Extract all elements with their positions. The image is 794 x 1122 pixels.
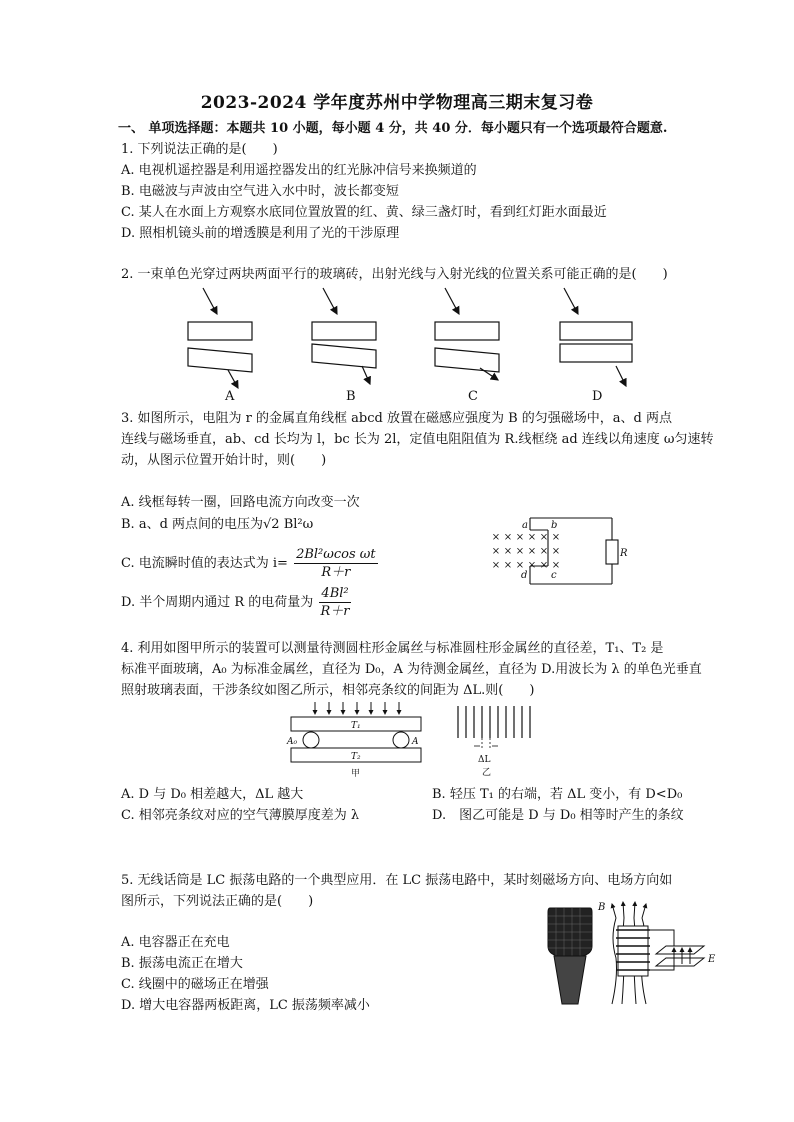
q3-field-cross: ×	[515, 546, 525, 557]
q2-option-c-diagram	[435, 288, 499, 380]
q3-field-cross: ×	[491, 546, 501, 557]
q5-label-b: B	[598, 902, 606, 913]
q4-figure-yi	[450, 704, 540, 780]
q3-label-a: a	[522, 520, 528, 531]
q3-label-d: d	[521, 570, 528, 581]
section-heading: 一、 单项选择题：本题共 10 小题，每小题 4 分，共 40 分．每小题只有一个选项最符合题意.	[118, 121, 668, 136]
q4-stem-line1: 4. 利用如图甲所示的装置可以测量待测圆柱形金属丝与标准圆柱形金属丝的直径差，T₁、T₂ 是	[121, 641, 664, 656]
q4-label-a0: A₀	[287, 737, 298, 747]
q3-field-cross: ×	[515, 532, 525, 543]
q3-option-c	[121, 546, 378, 581]
q3-option-c-denominator: R＋r	[321, 565, 351, 580]
q5-stem-line1: 5. 无线话筒是 LC 振荡电路的一个典型应用．在 LC 振荡电路中，某时刻磁场方向、电场方向如	[121, 873, 673, 888]
q1-stem: 1. 下列说法正确的是( )	[121, 142, 278, 157]
q4-stem-line2: 标准平面玻璃，A₀ 为标准金属丝，直径为 D₀，A 为待测金属丝，直径为 D.用波长为 λ 的单色光垂直	[121, 662, 702, 677]
q3-option-c-fraction	[294, 546, 378, 581]
q4-label-t1: T₁	[351, 721, 361, 731]
q2-option-d-diagram	[560, 288, 632, 386]
page-title: 2023-2024 学年度苏州中学物理高三期末复习卷	[200, 93, 594, 113]
q5-option-d: D. 增大电容器两板距离，LC 振荡频率减小	[121, 998, 370, 1013]
q4-stem-line3: 照射玻璃表面，干涉条纹如图乙所示，相邻亮条纹的间距为 ΔL.则( )	[121, 683, 535, 698]
q5-option-b: B. 振荡电流正在增大	[121, 956, 243, 971]
q1-option-b: B. 电磁波与声波由空气进入水中时，波长都变短	[121, 184, 399, 199]
q3-option-d	[121, 585, 351, 620]
q3-field-cross: ×	[503, 546, 513, 557]
q1-option-a: A. 电视机遥控器是利用遥控器发出的红光脉冲信号来换频道的	[121, 163, 477, 178]
q3-field-cross: ×	[491, 560, 501, 571]
q3-label-c: c	[551, 570, 557, 581]
q5-lc-figure	[594, 898, 734, 1010]
q2-label-d: D	[592, 389, 603, 404]
q4-label-t2: T₂	[351, 752, 361, 762]
q3-field-cross: ×	[551, 560, 561, 571]
q5-stem-line2: 图所示，下列说法正确的是( )	[121, 894, 314, 909]
q4-label-a: A	[412, 737, 419, 747]
q4-option-c: C. 相邻亮条纹对应的空气薄膜厚度差为 λ	[121, 808, 360, 823]
q2-option-b-diagram	[312, 288, 376, 384]
q2-stem: 2. 一束单色光穿过两块两面平行的玻璃砖，出射光线与入射光线的位置关系可能正确的是( )	[121, 267, 668, 282]
q4-option-b: B. 轻压 T₁ 的右端，若 ΔL 变小，有 D<D₀	[432, 787, 683, 802]
q3-field-cross: ×	[539, 546, 549, 557]
q3-label-b: b	[551, 520, 558, 531]
q3-option-d-denominator: R＋r	[320, 604, 350, 619]
q5-label-e: E	[708, 954, 716, 965]
q3-field-cross: ×	[491, 532, 501, 543]
q4-option-a: A. D 与 D₀ 相差越大，ΔL 越大	[121, 787, 304, 802]
q1-option-c: C. 某人在水面上方观察水底同位置放置的红、黄、绿三盏灯时，看到红灯距水面最近	[121, 205, 607, 220]
q2-option-a-diagram	[188, 288, 252, 388]
q3-option-d-fraction	[319, 585, 350, 620]
q3-field-cross: ×	[551, 532, 561, 543]
q3-field-cross: ×	[527, 546, 537, 557]
q3-stem-line3: 动，从图示位置开始计时，则( )	[121, 453, 327, 468]
q3-field-cross: ×	[539, 560, 549, 571]
q3-option-d-text: D. 半个周期内通过 R 的电荷量为	[121, 595, 314, 610]
q3-stem-line2: 连线与磁场垂直，ab、cd 长均为 l，bc 长为 2l，定值电阻阻值为 R.线框绕 ad 连线以角速度 ω匀速转	[121, 432, 714, 447]
q3-field-cross: ×	[527, 560, 537, 571]
q1-option-d: D. 照相机镜头前的增透膜是利用了光的干涉原理	[121, 226, 400, 241]
q4-label-delta-l: ΔL	[478, 755, 491, 765]
q3-label-r: R	[620, 548, 628, 559]
q2-label-a: A	[225, 389, 235, 404]
q2-label-b: B	[346, 389, 356, 404]
q3-option-a: A. 线框每转一圈，回路电流方向改变一次	[121, 495, 360, 510]
q4-option-d: D. 图乙可能是 D 与 D₀ 相等时产生的条纹	[432, 808, 684, 823]
q3-option-c-text: C. 电流瞬时值的表达式为 i=	[121, 556, 288, 571]
q5-microphone-figure	[540, 904, 600, 1008]
q4-figure-jia	[285, 700, 435, 782]
q3-field-cross: ×	[503, 560, 513, 571]
q3-option-b: B. a、d 两点间的电压为√2 Bl²ω	[121, 517, 314, 532]
q2-figure	[180, 284, 650, 412]
q3-option-c-numerator: 2Bl²ωcos ωt	[296, 547, 376, 562]
q3-option-d-numerator: 4Bl²	[321, 586, 349, 601]
q2-label-c: C	[468, 389, 478, 404]
q5-option-a: A. 电容器正在充电	[121, 935, 230, 950]
q3-field-cross: ×	[515, 560, 525, 571]
q3-circuit-figure	[488, 514, 628, 588]
q3-stem-line1: 3. 如图所示，电阻为 r 的金属直角线框 abcd 放置在磁感应强度为 B 的匀强磁场中，a、d 两点	[121, 411, 672, 426]
q3-field-cross: ×	[539, 532, 549, 543]
q3-field-cross: ×	[503, 532, 513, 543]
q3-field-cross: ×	[527, 532, 537, 543]
q3-field-cross: ×	[551, 546, 561, 557]
q4-caption-jia: 甲	[351, 769, 361, 779]
q5-option-c: C. 线圈中的磁场正在增强	[121, 977, 269, 992]
q4-caption-yi: 乙	[482, 768, 492, 778]
